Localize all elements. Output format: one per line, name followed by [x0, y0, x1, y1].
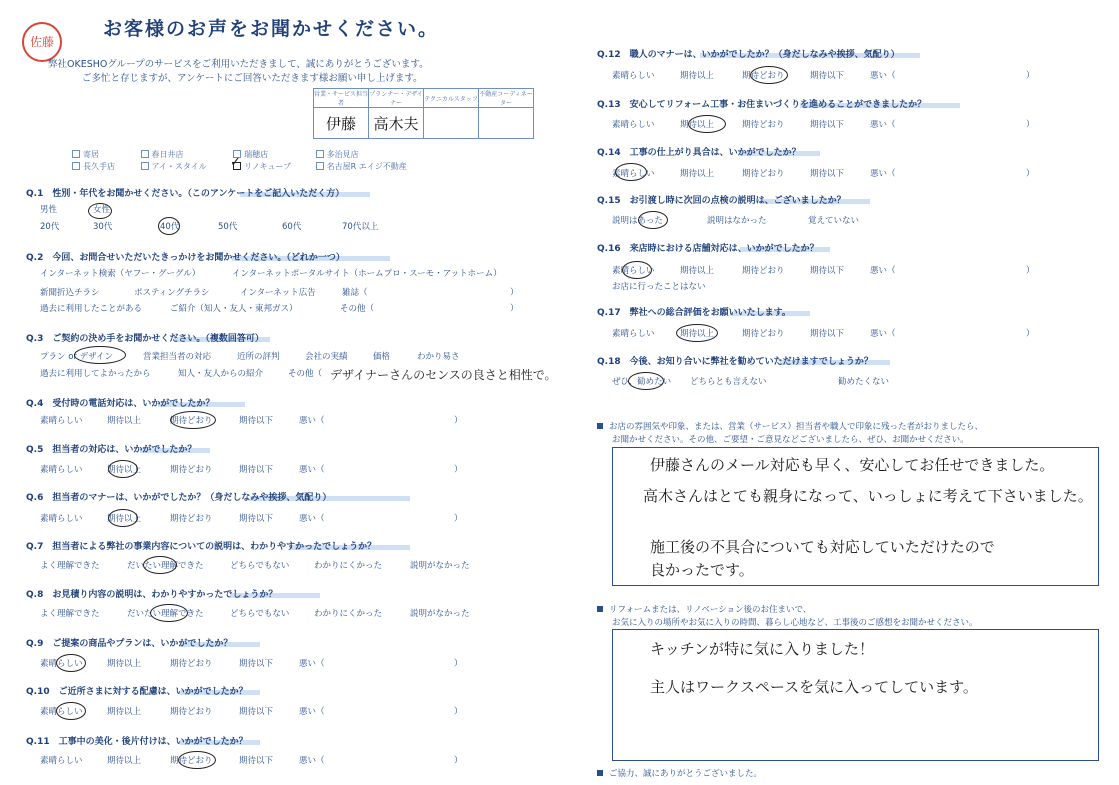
- comment-box-1[interactable]: [612, 447, 1099, 586]
- question-11-option[interactable]: ）: [454, 756, 463, 766]
- question-10-option[interactable]: 期待以上: [107, 707, 142, 717]
- staff-header-sales: 営業・サービス担当者: [314, 89, 369, 108]
- question-1-option[interactable]: 男性: [40, 205, 58, 215]
- answer-circle-mark: [676, 324, 718, 342]
- question-1-option[interactable]: 30代: [93, 222, 113, 232]
- staff-value-technical[interactable]: [424, 108, 479, 139]
- question-4-option[interactable]: 期待以上: [107, 416, 142, 426]
- question-3-option[interactable]: 価格: [373, 352, 391, 362]
- footer-thanks: ご協力、誠にありがとうございました。: [597, 767, 762, 779]
- checkbox-icon: [141, 150, 149, 158]
- answer-circle-mark: [56, 654, 86, 672]
- answer-circle-mark: [158, 217, 180, 235]
- question-1-option[interactable]: 女性: [93, 205, 111, 215]
- question-3-option[interactable]: 知人・友人からの紹介: [178, 369, 264, 379]
- question-18-label: Q.18 今後、お知り合いに弊社を勧めていただけますでしょうか？: [597, 357, 873, 367]
- question-16-option[interactable]: 素晴らしい: [612, 266, 655, 276]
- store-option[interactable]: 多治見店: [316, 149, 359, 160]
- question-10-option[interactable]: 期待以下: [239, 707, 274, 717]
- q3-other-note[interactable]: デザイナーさんのセンスの良さと相性で。: [330, 368, 557, 382]
- question-12-option[interactable]: 期待どおり: [742, 71, 785, 81]
- comment-line: 施工後の不具合についても対応していただけたので: [650, 538, 995, 556]
- answer-circle-mark: [178, 751, 216, 769]
- square-bullet-icon: [597, 606, 603, 612]
- question-17-option[interactable]: 悪い（: [870, 329, 896, 339]
- question-12-option[interactable]: 悪い（: [870, 71, 896, 81]
- answer-circle-mark: [108, 509, 138, 527]
- answer-circle-mark: [628, 372, 664, 390]
- checkbox-icon: [72, 150, 80, 158]
- question-16-option[interactable]: 期待以上: [680, 266, 715, 276]
- question-16-option[interactable]: ）: [1026, 266, 1035, 276]
- question-11-option[interactable]: 期待以上: [107, 756, 142, 766]
- store-option[interactable]: 瑞穂店: [233, 149, 313, 160]
- question-2-option[interactable]: 新聞折込チラシ: [40, 288, 100, 298]
- store-option[interactable]: アイ・スタイル: [141, 161, 231, 172]
- question-2-option[interactable]: インターネット検索（ヤフー・グーグル）: [40, 269, 201, 279]
- comment-line: 高木さんはとても親身になって、いっしょに考えて下さいました。: [643, 487, 1093, 505]
- question-6-option[interactable]: 悪い（: [299, 514, 325, 524]
- comment-line: 伊藤さんのメール対応も早く、安心してお任せできました。: [650, 456, 1055, 474]
- question-4-option[interactable]: 悪い（: [299, 416, 325, 426]
- question-3-option[interactable]: プラン or デザイン: [40, 352, 114, 362]
- question-17-option[interactable]: 素晴らしい: [612, 329, 655, 339]
- question-5-option[interactable]: 期待以上: [107, 465, 142, 475]
- answer-circle-mark: [170, 411, 216, 429]
- answer-circle-mark: [750, 66, 788, 84]
- question-15-option[interactable]: 説明はなかった: [707, 216, 767, 226]
- staff-header-planner: プランナー・デザイナー: [369, 89, 424, 108]
- question-5-option[interactable]: 悪い（: [299, 465, 325, 475]
- question-6-option[interactable]: 期待以上: [107, 514, 142, 524]
- comment-box-2[interactable]: [612, 629, 1099, 761]
- question-10-option[interactable]: 悪い（: [299, 707, 325, 717]
- store-option[interactable]: リノキューブ: [233, 161, 313, 172]
- square-bullet-icon: [597, 770, 603, 776]
- staff-header-technical: テクニカルスタッフ: [424, 89, 479, 108]
- intro-line-1: 弊社OKESHOグループのサービスをご利用いただきまして、誠にありがとうございます。: [48, 59, 429, 70]
- question-5-option[interactable]: 素晴らしい: [40, 465, 83, 475]
- comment-prompt-2b: お気に入りの場所やお気に入りの時間、暮らし心地など、工事後のご感想をお聞かせください。: [612, 618, 978, 628]
- check-mark-icon: ✓: [230, 155, 241, 170]
- question-13-option[interactable]: ）: [1026, 120, 1035, 130]
- question-4-option[interactable]: 素晴らしい: [40, 416, 83, 426]
- comment-line: 良かったです。: [650, 561, 754, 579]
- question-6-label: Q.6 担当者のマナーは、いかがでしたか？（身だしなみや挨拶、気配り）: [26, 493, 332, 503]
- store-option[interactable]: 名古屋R エイジ不動産: [316, 161, 407, 172]
- comment-prompt-2: リフォームまたは、リノベーション後のお住まいで、: [597, 603, 811, 615]
- question-14-option[interactable]: 期待以下: [810, 169, 845, 179]
- question-1-option[interactable]: 20代: [40, 222, 60, 232]
- question-2-option[interactable]: インターネット広告: [240, 288, 316, 298]
- question-14-option[interactable]: 期待どおり: [742, 169, 785, 179]
- question-13-label: Q.13 安心してリフォーム工事・お住まいづくりを進めることができましたか？: [597, 100, 927, 110]
- question-4-option[interactable]: 期待以下: [239, 416, 274, 426]
- answer-circle-mark: [688, 115, 726, 133]
- staff-header-realestate: 不動産コーディネーター: [479, 89, 534, 108]
- question-8-option[interactable]: わかりにくかった: [314, 609, 383, 619]
- question-2-label: Q.2 今回、お問合せいただいたきっかけをお聞かせください。（どれか一つ）: [26, 253, 345, 263]
- question-7-option[interactable]: 説明がなかった: [410, 561, 470, 571]
- question-18-option[interactable]: どちらとも言えない: [690, 377, 767, 387]
- question-5-label: Q.5 担当者の対応は、いかがでしたか？: [26, 445, 197, 455]
- question-16-option[interactable]: 期待どおり: [742, 266, 785, 276]
- answer-circle-mark: [108, 460, 138, 478]
- store-option[interactable]: 寄居: [72, 149, 138, 160]
- square-bullet-icon: [597, 423, 603, 429]
- question-7-option[interactable]: どちらでもない: [230, 561, 290, 571]
- intro-line-2: ご多忙と存じますが、アンケートにご回答いただきます様お願い申し上げます。: [82, 73, 423, 84]
- checkbox-icon: [316, 150, 324, 158]
- question-2-option[interactable]: ポスティングチラシ: [134, 288, 210, 298]
- question-13-option[interactable]: 期待以上: [680, 120, 715, 130]
- answer-circle-mark: [74, 346, 126, 364]
- question-17-option[interactable]: ）: [1026, 329, 1035, 339]
- question-3-option[interactable]: 近所の評判: [237, 352, 280, 362]
- question-2-option[interactable]: ご紹介（知人・友人・東邦ガス）: [170, 304, 298, 314]
- question-12-option[interactable]: 期待以下: [810, 71, 845, 81]
- question-15-option[interactable]: 説明はあった: [612, 216, 663, 226]
- staff-table: [313, 88, 534, 139]
- question-5-option[interactable]: ）: [454, 465, 463, 475]
- question-9-label: Q.9 ご提案の商品やプランは、いかがでしたか？: [26, 639, 233, 649]
- question-12-label: Q.12 職人のマナーは、いかがでしたか？（身だしなみや挨拶、気配り）: [597, 50, 900, 60]
- question-11-option[interactable]: 素晴らしい: [40, 756, 83, 766]
- answer-circle-mark: [615, 163, 647, 181]
- question-12-option[interactable]: 素晴らしい: [612, 71, 655, 81]
- question-11-label: Q.11 工事中の美化・後片付けは、いかがでしたか？: [26, 737, 248, 747]
- page-title: お客様のお声をお聞かせください。: [103, 18, 440, 40]
- question-18-option[interactable]: ぜひ、勧めたい: [612, 377, 672, 387]
- store-option[interactable]: 春日井店: [141, 149, 231, 160]
- question-11-option[interactable]: 期待どおり: [170, 756, 213, 766]
- question-8-option[interactable]: 説明がなかった: [410, 609, 470, 619]
- checkbox-icon: [72, 162, 80, 170]
- question-8-label: Q.8 お見積り内容の説明は、わかりやすかったでしょうか？: [26, 590, 278, 600]
- question-5-option[interactable]: 期待以下: [239, 465, 274, 475]
- question-7-option[interactable]: わかりにくかった: [314, 561, 383, 571]
- question-14-option[interactable]: 期待以上: [680, 169, 715, 179]
- question-12-option[interactable]: 期待以上: [680, 71, 715, 81]
- checkbox-icon: [316, 162, 324, 170]
- question-2-option[interactable]: 雑誌（: [342, 288, 368, 298]
- question-6-option[interactable]: 素晴らしい: [40, 514, 83, 524]
- question-1-option[interactable]: 50代: [218, 222, 238, 232]
- comment-line: キッチンが特に気に入りました！: [650, 640, 874, 658]
- question-11-option[interactable]: 期待以下: [239, 756, 274, 766]
- question-13-option[interactable]: 期待どおり: [742, 120, 785, 130]
- question-3-option[interactable]: 過去に利用してよかったから: [40, 369, 151, 379]
- question-3-option[interactable]: その他（: [288, 369, 323, 379]
- question-10-label: Q.10 ご近所さまに対する配慮は、いかがでしたか？: [26, 687, 248, 697]
- question-8-option[interactable]: どちらでもない: [230, 609, 290, 619]
- question-2-option[interactable]: 過去に利用したことがある: [40, 304, 143, 314]
- question-9-option[interactable]: 期待以下: [239, 659, 274, 669]
- question-5-option[interactable]: 期待どおり: [170, 465, 213, 475]
- comment-prompt-1b: お聞かせください。その他、ご要望・ご意見などございましたら、ぜひ、お聞かせください。: [612, 435, 969, 445]
- question-14-option[interactable]: 悪い（: [870, 169, 896, 179]
- question-17-option[interactable]: 期待以下: [810, 329, 845, 339]
- question-9-option[interactable]: ）: [454, 659, 463, 669]
- question-2-option[interactable]: ）: [510, 304, 519, 314]
- question-7-option[interactable]: よく理解できた: [40, 561, 100, 571]
- answer-circle-mark: [56, 702, 86, 720]
- question-16-label: Q.16 来店時における店舗対応は、いかがでしたか？: [597, 244, 819, 254]
- question-13-option[interactable]: 期待以下: [810, 120, 845, 130]
- question-9-option[interactable]: 期待以上: [107, 659, 142, 669]
- question-14-option[interactable]: ）: [1026, 169, 1035, 179]
- question-8-option[interactable]: だいたい理解できた: [127, 609, 204, 619]
- question-1-option[interactable]: 70代以上: [342, 222, 379, 232]
- question-6-option[interactable]: 期待以下: [239, 514, 274, 524]
- question-14-label: Q.14 工事の仕上がり具合は、いかがでしたか？: [597, 148, 801, 158]
- question-6-option[interactable]: ）: [454, 514, 463, 524]
- question-2-option[interactable]: インターネットポータルサイト（ホームプロ・スーモ・アットホーム）: [232, 269, 502, 279]
- question-17-option[interactable]: 期待どおり: [742, 329, 785, 339]
- question-6-option[interactable]: 期待どおり: [170, 514, 213, 524]
- question-17-label: Q.17 弊社への総合評価をお願いいたします。: [597, 308, 791, 318]
- question-10-option[interactable]: ）: [454, 707, 463, 717]
- answer-circle-mark: [638, 211, 668, 229]
- question-1-option[interactable]: 40代: [160, 222, 180, 232]
- answer-circle-mark: [150, 604, 188, 622]
- question-11-option[interactable]: 悪い（: [299, 756, 325, 766]
- question-13-option[interactable]: 悪い（: [870, 120, 896, 130]
- question-3-option[interactable]: 営業担当者の対応: [143, 352, 212, 362]
- question-3-option[interactable]: 会社の実績: [305, 352, 348, 362]
- question-15-option[interactable]: 覚えていない: [808, 216, 860, 226]
- question-13-option[interactable]: 素晴らしい: [612, 120, 655, 130]
- question-1-option[interactable]: 60代: [282, 222, 302, 232]
- question-2-option[interactable]: その他（: [340, 304, 375, 314]
- comment-line: 主人はワークスペースを気に入ってしています。: [650, 678, 978, 696]
- question-16-option[interactable]: お店に行ったことはない: [612, 282, 706, 292]
- question-9-option[interactable]: 悪い（: [299, 659, 325, 669]
- question-10-option[interactable]: 期待どおり: [170, 707, 213, 717]
- store-row-1: [72, 149, 359, 160]
- question-9-option[interactable]: 期待どおり: [170, 659, 213, 669]
- store-option[interactable]: 長久手店: [72, 161, 138, 172]
- question-16-option[interactable]: 悪い（: [870, 266, 896, 276]
- question-3-option[interactable]: わかり易さ: [417, 352, 460, 362]
- answer-circle-mark: [88, 203, 112, 219]
- question-12-option[interactable]: ）: [1026, 71, 1035, 81]
- checkbox-icon: [141, 162, 149, 170]
- question-7-option[interactable]: だいたい理解できた: [127, 561, 204, 571]
- staff-value-planner[interactable]: 高木夫: [369, 108, 424, 139]
- question-14-option[interactable]: 素晴らしい: [612, 169, 655, 179]
- question-4-label: Q.4 受付時の電話対応は、いかがでしたか？: [26, 399, 215, 409]
- answer-circle-mark: [143, 556, 177, 574]
- question-3-label: Q.3 ご契約の決め手をお聞かせください。（複数回答可）: [26, 334, 264, 344]
- question-8-option[interactable]: よく理解できた: [40, 609, 100, 619]
- question-10-option[interactable]: 素晴らしい: [40, 707, 83, 717]
- question-1-label: Q.1 性別・年代をお聞かせください。（このアンケートをご記入いただく方）: [26, 189, 345, 199]
- question-4-option[interactable]: 期待どおり: [170, 416, 213, 426]
- question-17-option[interactable]: 期待以上: [680, 329, 715, 339]
- question-2-option[interactable]: ）: [510, 288, 519, 298]
- question-4-option[interactable]: ）: [454, 416, 463, 426]
- staff-value-sales[interactable]: 伊藤: [314, 108, 369, 139]
- question-16-option[interactable]: 期待以下: [810, 266, 845, 276]
- staff-value-realestate[interactable]: [479, 108, 534, 139]
- comment-prompt-1: お店の雰囲気や印象、または、営業（サービス）担当者や職人で印象に残った者がおりましたら、: [597, 420, 983, 432]
- question-7-label: Q.7 担当者による弊社の事業内容についての説明は、わかりやすかったでしょうか？: [26, 542, 377, 552]
- question-9-option[interactable]: 素晴らしい: [40, 659, 83, 669]
- seal-text: 佐藤: [29, 35, 54, 49]
- answer-circle-mark: [622, 261, 652, 279]
- question-15-label: Q.15 お引渡し時に次回の点検の説明は、ございましたか？: [597, 196, 846, 206]
- question-18-option[interactable]: 勧めたくない: [838, 377, 890, 387]
